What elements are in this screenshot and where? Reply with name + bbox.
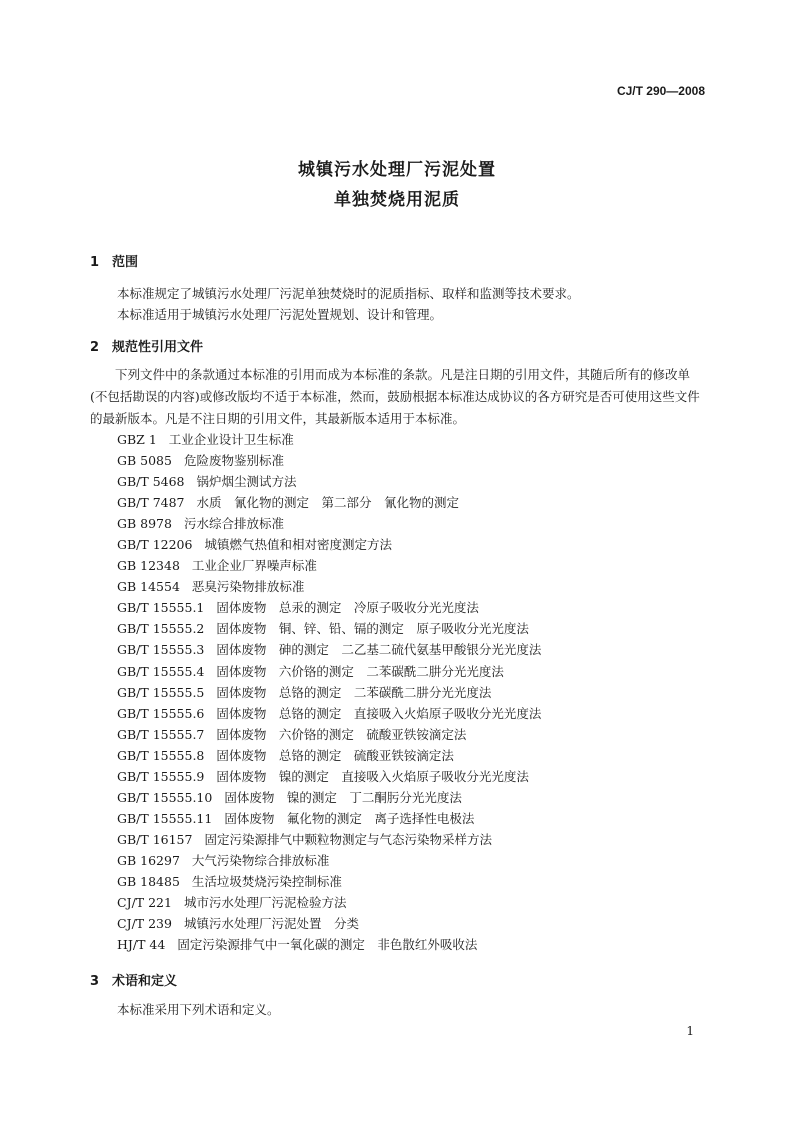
document-title-line2: 单独焚烧用泥质 [334,190,460,210]
reference-title: 固体废物 铜、锌、铅、镉的测定 原子吸收分光光度法 [216,621,529,637]
reference-item [117,639,541,660]
section-2-title: 规范性引用文件 [112,340,204,355]
reference-title: 污水综合排放标准 [183,516,284,532]
reference-code: GB/T 15555.2 [117,621,205,637]
reference-item [117,618,541,639]
reference-code: GB/T 15555.4 [117,663,205,679]
reference-title: 危险废物鉴别标准 [183,453,284,469]
reference-item [117,808,541,829]
reference-code: GB/T 15555.3 [117,642,205,658]
reference-code: GB/T 15555.5 [117,684,205,700]
section-2-number: 2 [90,340,100,355]
section-2-intro: 下列文件中的条款通过本标准的引用而成为本标准的条款。凡是注日期的引用文件，其随后所有的修改单(不包括勘误的内容)或修改版均不适于本标准，然而，鼓励根据本标准达成协议的各方研究是否可使用这些文件的最新版本。凡是不注日期的引用文件，其最新版本适用于本标准。 [90,367,700,426]
reference-item [117,871,541,892]
section-3-title: 术语和定义 [112,974,178,989]
reference-code: GB/T 16157 [117,831,193,847]
reference-code: GB 16297 [117,852,180,868]
section-3-paragraph-1: 本标准采用下列术语和定义。 [117,1002,280,1017]
normative-reference-list [117,429,541,955]
reference-code: CJ/T 239 [117,916,172,932]
reference-code: GB/T 15555.7 [117,726,205,742]
reference-code: GB/T 15555.9 [117,768,205,784]
reference-title: 固定污染源排气中颗粒物测定与气态污染物采样方法 [204,831,492,847]
reference-title: 固体废物 六价铬的测定 硫酸亚铁铵滴定法 [216,726,467,742]
reference-code: GB 14554 [117,579,180,595]
reference-item [117,555,541,576]
reference-item [117,892,541,913]
reference-title: 固体废物 总汞的测定 冷原子吸收分光光度法 [216,600,479,616]
reference-item [117,492,541,513]
reference-item [117,429,541,450]
document-title-line1: 城镇污水处理厂污泥处置 [298,160,496,180]
reference-title: 水质 氰化物的测定 第二部分 氰化物的测定 [196,495,460,511]
section-1-number: 1 [90,255,100,270]
section-2-heading [90,336,203,355]
reference-item [117,913,541,934]
reference-title: 固体废物 总铬的测定 硫酸亚铁铵滴定法 [216,747,454,763]
reference-code: GB 8978 [117,516,172,532]
reference-code: GB/T 15555.10 [117,789,213,805]
reference-item [117,724,541,745]
reference-title: 固体废物 镍的测定 丁二酮肟分光光度法 [224,789,462,805]
reference-code: GB/T 12206 [117,537,193,553]
page-number: 1 [686,1024,694,1038]
reference-item [117,513,541,534]
reference-code: GB 18485 [117,873,180,889]
reference-code: CJ/T 221 [117,895,172,911]
section-1-heading [90,251,138,270]
reference-code: GB/T 15555.8 [117,747,205,763]
section-1-paragraph-2: 本标准适用于城镇污水处理厂污泥处置规划、设计和管理。 [117,307,443,322]
section-3-heading [90,970,177,989]
reference-code: GB/T 15555.1 [117,600,205,616]
reference-title: 工业企业设计卫生标准 [168,432,294,447]
reference-code: GB/T 15555.11 [117,810,213,826]
reference-item [117,745,541,766]
reference-title: 城镇污水处理厂污泥处置 分类 [183,916,359,932]
reference-title: 城市污水处理厂污泥检验方法 [183,895,347,911]
reference-title: 锅炉烟尘测试方法 [196,474,297,490]
reference-title: 城镇燃气热值和相对密度测定方法 [204,537,392,553]
reference-item [117,766,541,787]
reference-title: 固体废物 总铬的测定 直接吸入火焰原子吸收分光光度法 [216,705,542,721]
reference-code: HJ/T 44 [117,937,166,953]
reference-title: 恶臭污染物排放标准 [191,579,305,595]
reference-title: 生活垃圾焚烧污染控制标准 [191,873,342,889]
reference-code: GB/T 5468 [117,474,185,490]
reference-item [117,829,541,850]
section-1-paragraph-1: 本标准规定了城镇污水处理厂污泥单独焚烧时的泥质指标、取样和监测等技术要求。 [117,286,580,301]
reference-item [117,661,541,682]
reference-item [117,471,541,492]
reference-code: GBZ 1 [117,432,157,447]
reference-title: 工业企业厂界噪声标准 [191,558,317,574]
reference-item [117,450,541,471]
reference-item [117,534,541,555]
reference-code: GB/T 15555.6 [117,705,205,721]
reference-title: 固体废物 六价铬的测定 二苯碳酰二肼分光光度法 [216,663,504,679]
reference-title: 固体废物 砷的测定 二乙基二硫代氨基甲酸银分光光度法 [216,642,542,658]
reference-item [117,682,541,703]
reference-title: 固定污染源排气中一氧化碳的测定 非色散红外吸收法 [177,937,478,953]
reference-item [117,787,541,808]
reference-item [117,576,541,597]
reference-item [117,597,541,618]
reference-item [117,934,541,955]
reference-title: 固体废物 氟化物的测定 离子选择性电极法 [224,810,475,826]
reference-item [117,703,541,724]
reference-code: GB 12348 [117,558,180,574]
reference-code: GB/T 7487 [117,495,185,511]
section-3-number: 3 [90,974,100,989]
section-1-title: 范围 [112,255,139,270]
reference-item [117,850,541,871]
reference-code: GB 5085 [117,453,172,469]
reference-title: 固体废物 总铬的测定 二苯碳酰二肼分光光度法 [216,684,492,700]
reference-title: 固体废物 镍的测定 直接吸入火焰原子吸收分光光度法 [216,768,529,784]
reference-title: 大气污染物综合排放标准 [191,852,330,868]
standard-code: CJ/T 290—2008 [616,84,705,98]
